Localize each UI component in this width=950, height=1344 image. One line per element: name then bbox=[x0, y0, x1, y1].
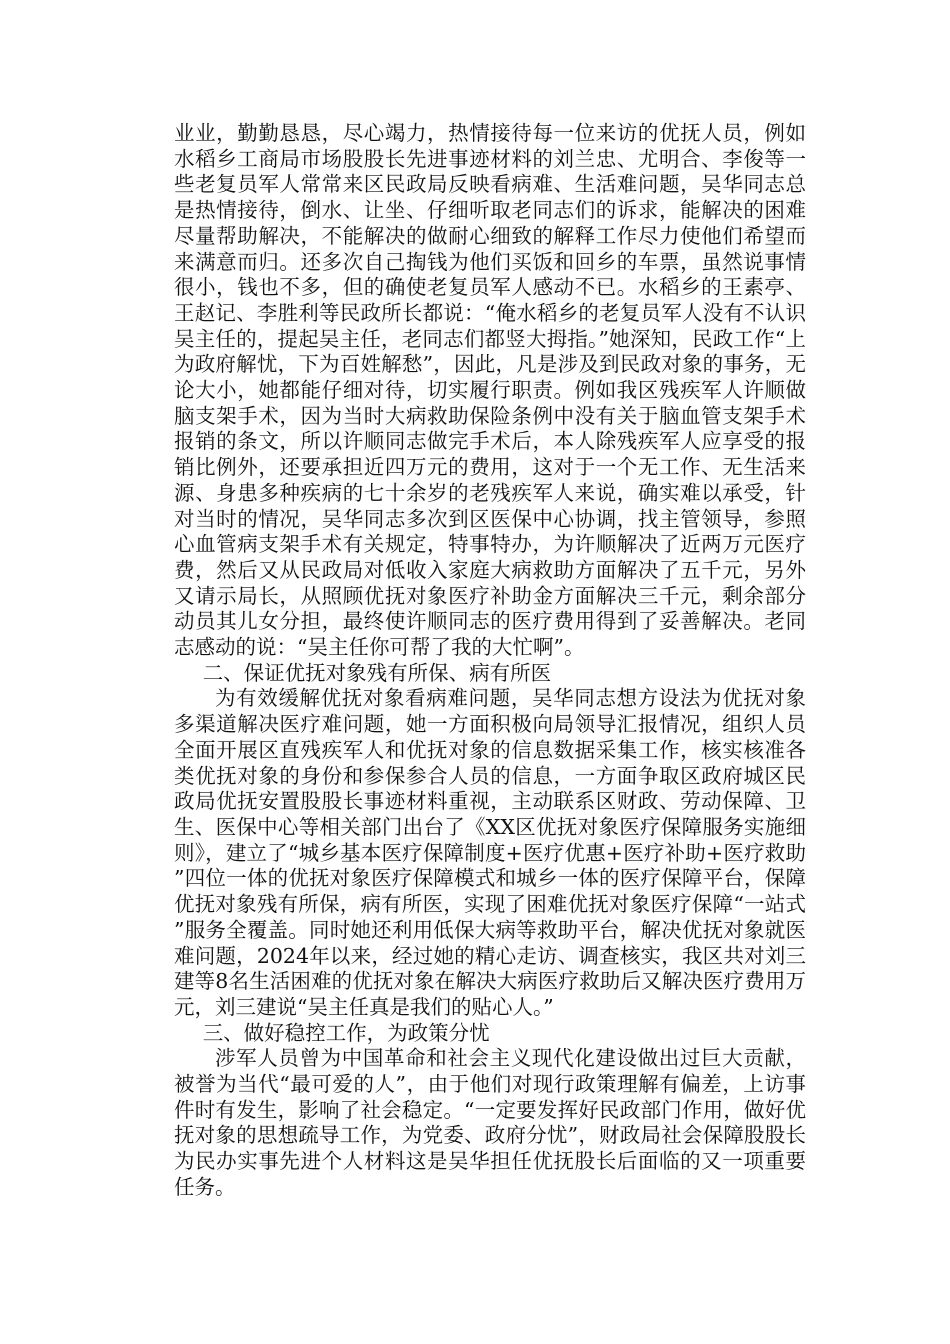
document-page bbox=[174, 121, 806, 1201]
section-heading-2: 二、保证优抚对象残有所保、病有所医 bbox=[202, 660, 552, 685]
body-paragraph-1: 业业，勤勤恳恳，尽心竭力，热情接待每一位来访的优抚人员，例如水稻乡工商局市场股股长先进事迹材料的刘兰忠、尤明合、李俊等一些老复员军人常常来区民政局反映看病难、生活难问题，吴华同志总是热情接待，倒水、让坐、仔细听取老同志们的诉求，能解决的困难尽量帮助解决，不能解决的做耐心细致的解释工作尽力使他们希望而来满意而归。还多次自己掏钱为他们买饭和回乡的车票，虽然说事情很小，钱也不多，但的确使老复员军人感动不已。水稻乡的王素亭、王赵记、李胜利等民政所长都说：“俺水稻乡的老复员军人没有不认识吴主任的，提起吴主任，老同志们都竖大拇指。”她深知，民政工作“上为政府解忧，下为百姓解愁”，因此，凡是涉及到民政对象的事务，无论大小，她都能仔细对待，切实履行职责。例如我区残疾军人许顺做脑支架手术，因为当时大病救助保险条例中没有关于脑血管支架手术报销的条文，所以许顺同志做完手术后，本人除残疾军人应享受的报销比例外，还要承担近四万元的费用，这对于一个无工作、无生活来源、身患多种疾病的七十余岁的老残疾军人来说，确实难以承受，针对当时的情况，吴华同志多次到区医保中心协调，找主管领导，参照心血管病支架手术有关规定，特事特办，为许顺解决了近两万元医疗费，然后又从民政局对低收入家庭大病救助方面解决了五千元，另外又请示局长，从照顾优抚对象医疗补助金方面解决三千元，剩余部分动员其儿女分担，最终使许顺同志的医疗费用得到了妥善解决。老同志感动的说：“吴主任你可帮了我的大忙啊”。 bbox=[174, 121, 806, 660]
body-paragraph-2: 为有效缓解优抚对象看病难问题，吴华同志想方设法为优抚对象多渠道解决医疗难问题，她一方面积极向局领导汇报情况，组织人员全面开展区直残疾军人和优抚对象的信息数据采集工作，核实核准各类优抚对象的身份和参保参合人员的信息，一方面争取区政府城区民政局优抚安置股股长事迹材料重视，主动联系区财政、劳动保障、卫生、医保中心等相关部门出台了《XX区优抚对象医疗保障服务实施细则》，建立了“城乡基本医疗保障制度+医疗优惠+医疗补助+医疗救助”四位一体的优抚对象医疗保障模式和城乡一体的医疗保障平台，保障优抚对象残有所保，病有所医，实现了困难优抚对象医疗保障“一站式”服务全覆盖。同时她还利用低保大病等救助平台，解决优抚对象就医难问题，2024年以来，经过她的精心走访、调查核实，我区共对刘三建等8名生活困难的优抚对象在解决大病医疗救助后又解决医疗费用万元，刘三建说“吴主任真是我们的贴心人。” bbox=[174, 686, 806, 1019]
body-paragraph-3: 涉军人员曾为中国革命和社会主义现代化建设做出过巨大贡献，被誉为当代“最可爱的人”，由于他们对现行政策理解有偏差，上访事件时有发生，影响了社会稳定。“一定要发挥好民政部门作用，做好优抚对象的思想疏导工作，为党委、政府分忧”，财政局社会保障股股长为民办实事先进个人材料这是吴华担任优抚股长后面临的又一项重要任务。 bbox=[174, 1046, 806, 1199]
section-heading-3: 三、做好稳控工作，为政策分忧 bbox=[202, 1020, 490, 1045]
